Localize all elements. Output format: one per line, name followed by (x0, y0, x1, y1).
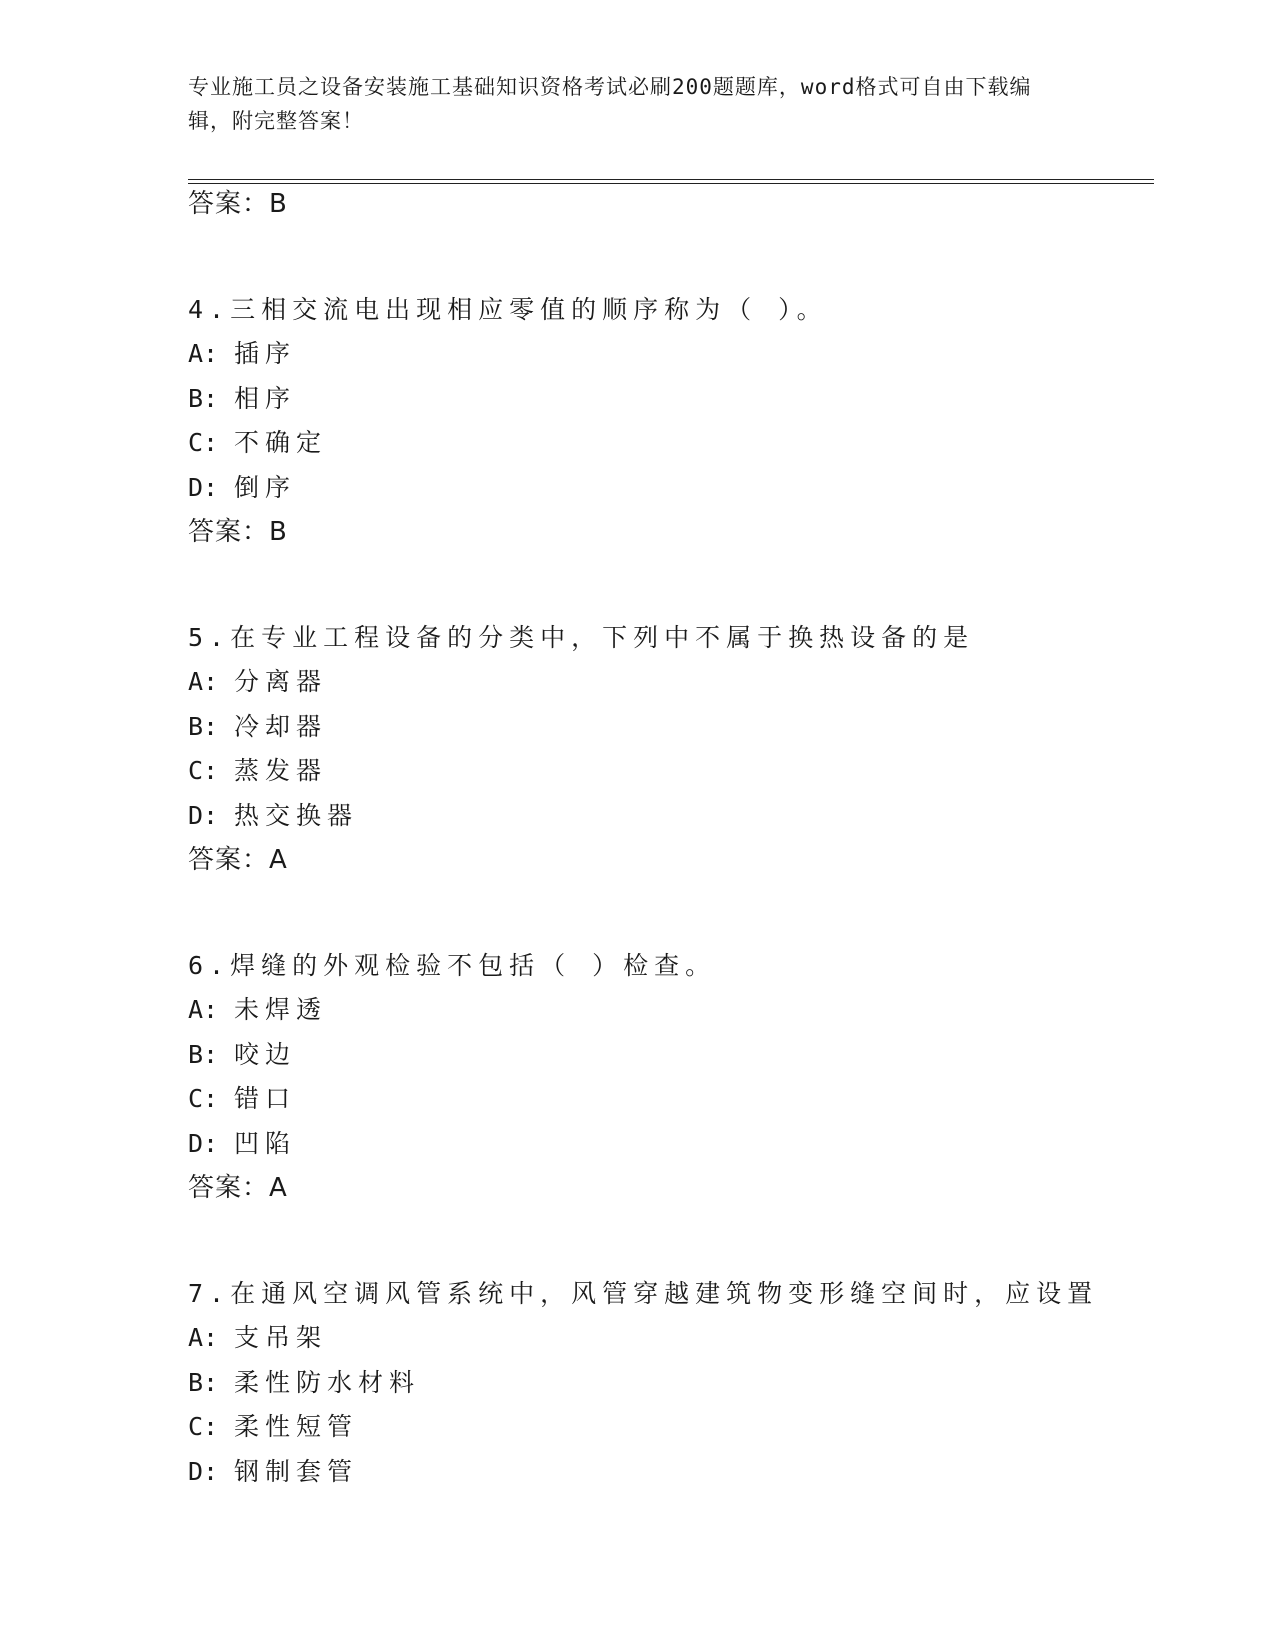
option-text: 柔性防水材料 (234, 1367, 421, 1397)
header-rule-bottom (188, 183, 1154, 184)
answer-line (188, 1172, 288, 1204)
option-item (188, 1128, 296, 1160)
option-letter: A: (188, 667, 219, 696)
option-letter: B: (188, 1367, 219, 1397)
header-rule-top (188, 179, 1154, 180)
option-item (188, 1039, 296, 1071)
option-item (188, 755, 327, 787)
answer-label: 答案： (188, 517, 270, 547)
option-item (188, 711, 327, 743)
option-letter: C: (188, 1084, 219, 1113)
option-item (188, 1367, 420, 1399)
option-item (188, 383, 296, 415)
option-item (188, 427, 327, 459)
option-letter: D: (188, 1128, 219, 1158)
option-item (188, 1083, 296, 1115)
option-text: 不确定 (234, 428, 328, 457)
option-item (188, 800, 358, 832)
answer-label: 答案： (188, 845, 270, 875)
option-text: 咬边 (234, 1039, 297, 1069)
option-letter: C: (188, 428, 219, 457)
option-text: 插序 (234, 339, 297, 368)
question-stem (188, 622, 974, 654)
question-stem (188, 950, 716, 982)
option-item (188, 1456, 358, 1488)
option-text: 柔性短管 (234, 1412, 359, 1441)
answer-label: 答案： (188, 1173, 270, 1203)
question-stem-text: 6.焊缝的外观检验不包括（ ）检查。 (188, 950, 717, 980)
option-item (188, 1322, 327, 1354)
option-letter: C: (188, 1412, 219, 1441)
answer-value: B (269, 189, 288, 219)
option-letter: B: (188, 711, 219, 741)
option-letter: A: (188, 1323, 219, 1352)
option-letter: C: (188, 756, 219, 785)
answer-value: A (269, 1173, 288, 1203)
option-letter: A: (188, 995, 219, 1024)
option-letter: D: (188, 1456, 219, 1486)
answer-label: 答案： (188, 189, 270, 219)
option-text: 凹陷 (234, 1128, 297, 1158)
document-header: 专业施工员之设备安装施工基础知识资格考试必刷200题题库，word格式可自由下载编辑，附完整答案！ (188, 75, 1032, 133)
answer-line (188, 516, 288, 548)
option-letter: B: (188, 383, 219, 413)
option-letter: D: (188, 800, 219, 830)
option-text: 蒸发器 (234, 756, 328, 785)
question-stem-text: 4.三相交流电出现相应零值的顺序称为（ ）。 (188, 294, 828, 324)
option-text: 未焊透 (234, 995, 328, 1024)
option-letter: D: (188, 472, 219, 502)
option-text: 支吊架 (234, 1323, 328, 1352)
option-text: 钢制套管 (234, 1456, 359, 1486)
answer-value: A (269, 845, 288, 875)
question-stem-text: 7.在通风空调风管系统中，风管穿越建筑物变形缝空间时，应设置 (188, 1278, 1099, 1308)
option-letter: A: (188, 339, 219, 368)
option-text: 错口 (234, 1084, 297, 1113)
option-item (188, 1411, 358, 1443)
option-item (188, 666, 327, 698)
option-item (188, 994, 327, 1026)
answer-line (188, 844, 288, 876)
answer-line (188, 188, 288, 220)
option-text: 分离器 (234, 667, 328, 696)
option-text: 热交换器 (234, 800, 359, 830)
option-item (188, 338, 296, 370)
question-stem-text: 5.在专业工程设备的分类中，下列中不属于换热设备的是 (188, 622, 975, 652)
question-stem (188, 294, 828, 326)
option-letter: B: (188, 1039, 219, 1069)
option-item (188, 472, 296, 504)
option-text: 相序 (234, 383, 297, 413)
option-text: 倒序 (234, 472, 297, 502)
question-stem (188, 1278, 1098, 1310)
answer-value: B (269, 517, 288, 547)
option-text: 冷却器 (234, 711, 328, 741)
